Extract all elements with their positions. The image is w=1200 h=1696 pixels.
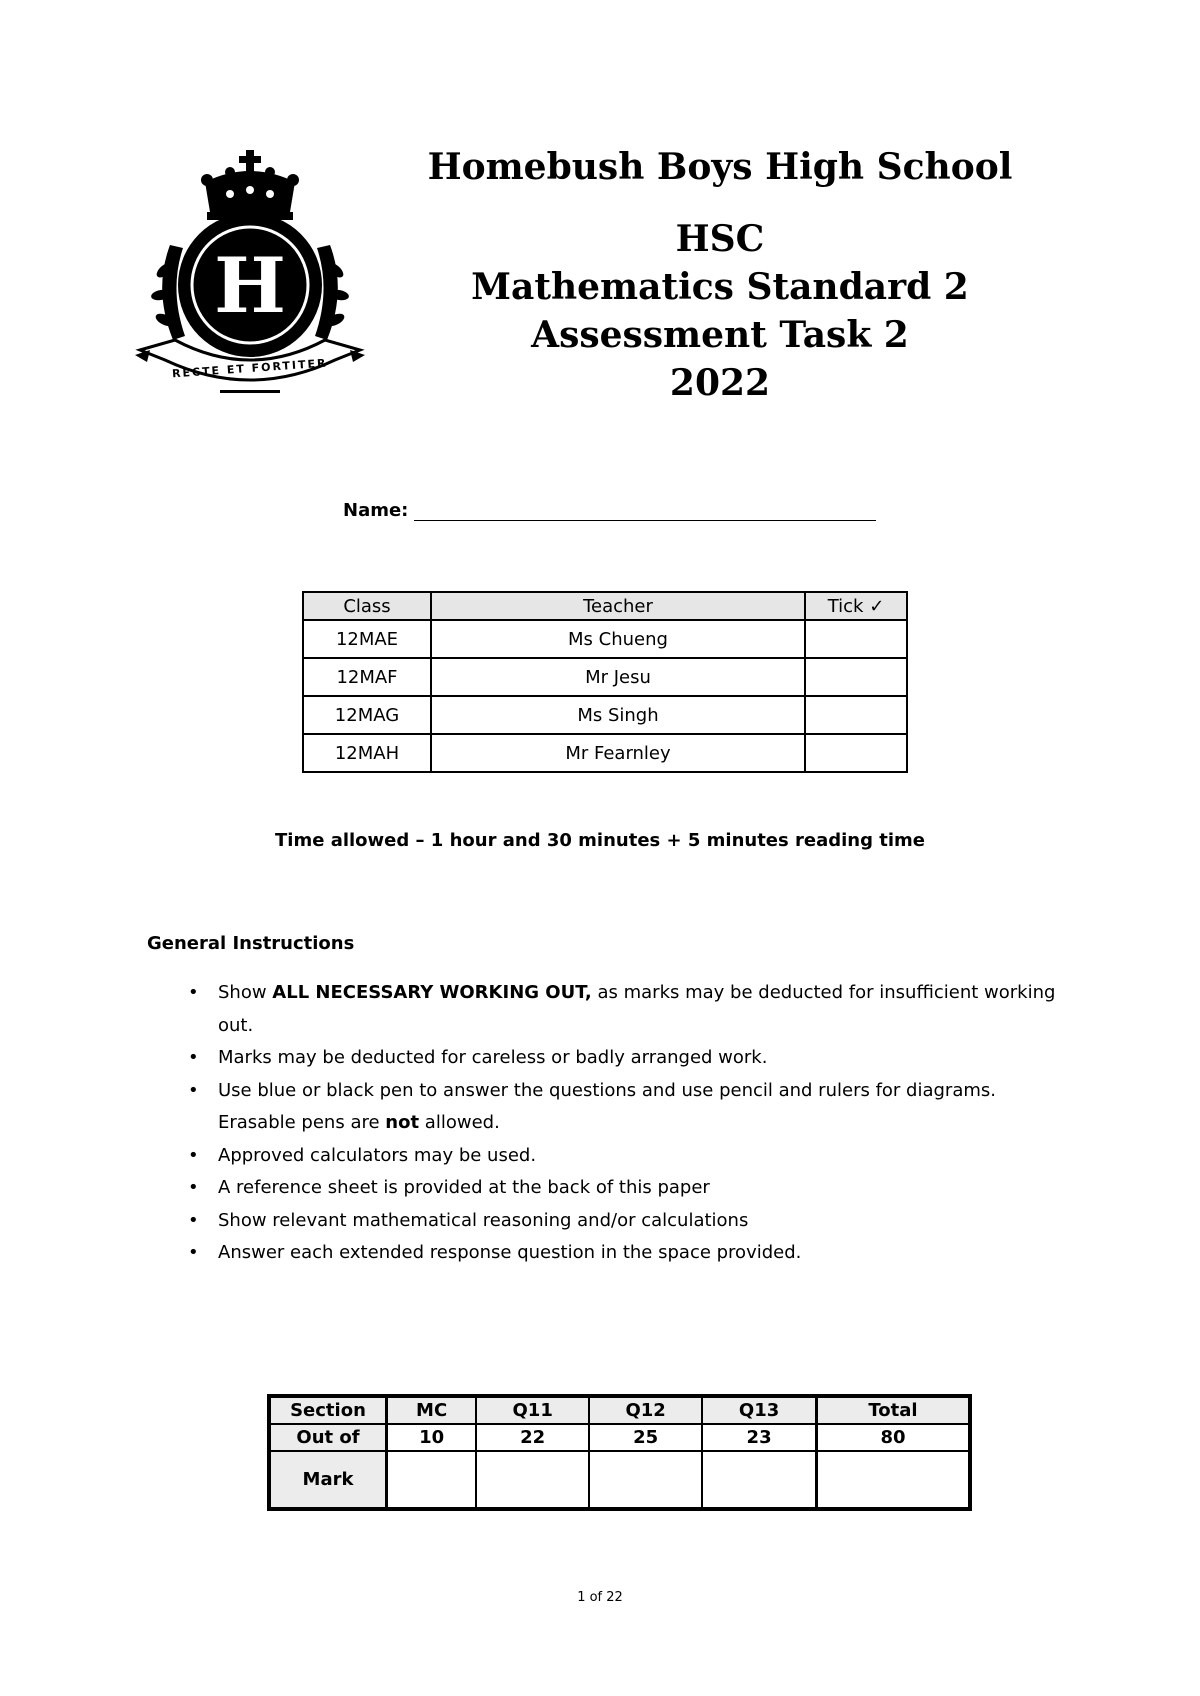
marks-row-outof: [269, 1424, 970, 1451]
page-number: 1 of 22: [577, 1590, 623, 1605]
bullet-icon: •: [188, 1079, 199, 1101]
crest-letter: H: [214, 241, 286, 330]
name-label: Name:: [343, 500, 409, 521]
mark-cell[interactable]: [476, 1451, 589, 1509]
list-item: • Show relevant mathematical reasoning and/or calculations: [180, 1205, 1060, 1238]
mark-cell[interactable]: [702, 1451, 816, 1509]
table-row: [303, 620, 907, 658]
exam-line-year: 2022: [669, 362, 771, 404]
outof-cell: 22: [476, 1424, 589, 1451]
class-table-header: [303, 592, 907, 620]
mark-cell[interactable]: [387, 1451, 477, 1509]
bullet-icon: •: [188, 1177, 199, 1198]
teacher-cell: Ms Singh: [431, 696, 805, 734]
marks-table: [267, 1394, 972, 1511]
name-field[interactable]: [414, 500, 876, 521]
outof-cell: 80: [817, 1424, 971, 1451]
tick-cell[interactable]: [805, 734, 907, 772]
tick-cell[interactable]: [805, 620, 907, 658]
table-row: [303, 734, 907, 772]
bullet-icon: •: [188, 1047, 199, 1068]
section-cell: Q12: [589, 1396, 702, 1424]
outof-cell: 10: [387, 1424, 477, 1451]
section-cell: Total: [817, 1396, 971, 1424]
general-instructions-title: General Instructions: [147, 933, 355, 954]
table-row: [303, 658, 907, 696]
class-table: [302, 591, 908, 773]
name-row: [343, 500, 876, 521]
bullet-icon: •: [188, 1144, 199, 1166]
header-teacher: Teacher: [431, 592, 805, 620]
class-cell: 12MAE: [303, 620, 431, 658]
outof-cell: 25: [589, 1424, 702, 1451]
tick-cell[interactable]: [805, 696, 907, 734]
row-label-section: Section: [269, 1396, 387, 1424]
mark-cell[interactable]: [589, 1451, 702, 1509]
class-cell: 12MAG: [303, 696, 431, 734]
header-block: [420, 145, 1020, 407]
list-item: • Marks may be deducted for careless or badly arranged work.: [180, 1042, 1060, 1075]
class-cell: 12MAH: [303, 734, 431, 772]
mark-cell[interactable]: [817, 1451, 971, 1509]
list-item: • Show ALL NECESSARY WORKING OUT, as marks may be deducted for insufficient working out.: [180, 977, 1060, 1042]
marks-row-mark: [269, 1451, 970, 1509]
row-label-mark: Mark: [269, 1451, 387, 1509]
list-item: • A reference sheet is provided at the back of this paper: [180, 1172, 1060, 1205]
class-cell: 12MAF: [303, 658, 431, 696]
tick-cell[interactable]: [805, 658, 907, 696]
teacher-cell: Ms Chueng: [431, 620, 805, 658]
exam-line-hsc: HSC: [675, 218, 765, 260]
section-cell: MC: [387, 1396, 477, 1424]
list-item: • Use blue or black pen to answer the questions and use pencil and rulers for diagrams. Erasable pens are not allowed.: [180, 1075, 1060, 1140]
exam-line-course: Mathematics Standard 2: [471, 266, 969, 308]
marks-row-section: [269, 1396, 970, 1424]
time-allowed: Time allowed – 1 hour and 30 minutes + 5 minutes reading time: [275, 830, 925, 851]
header-tick: Tick ✓: [805, 592, 907, 620]
exam-line-task: Assessment Task 2: [531, 314, 909, 356]
table-row: [303, 696, 907, 734]
school-crest-logo: [135, 150, 365, 405]
teacher-cell: Mr Jesu: [431, 658, 805, 696]
bullet-icon: •: [188, 1242, 199, 1263]
exam-title: [420, 215, 1020, 407]
outof-cell: 23: [702, 1424, 816, 1451]
row-label-outof: Out of: [269, 1424, 387, 1451]
teacher-cell: Mr Fearnley: [431, 734, 805, 772]
crest-motto: RECTE ET FORTITER: [171, 356, 328, 381]
section-cell: Q13: [702, 1396, 816, 1424]
section-cell: Q11: [476, 1396, 589, 1424]
bullet-icon: •: [188, 982, 199, 1003]
general-instructions-list: [180, 977, 1060, 1270]
list-item: • Answer each extended response question in the space provided.: [180, 1237, 1060, 1270]
bullet-icon: •: [188, 1209, 199, 1231]
header-class: Class: [303, 592, 431, 620]
list-item: • Approved calculators may be used.: [180, 1140, 1060, 1173]
school-name: Homebush Boys High School: [427, 146, 1013, 188]
